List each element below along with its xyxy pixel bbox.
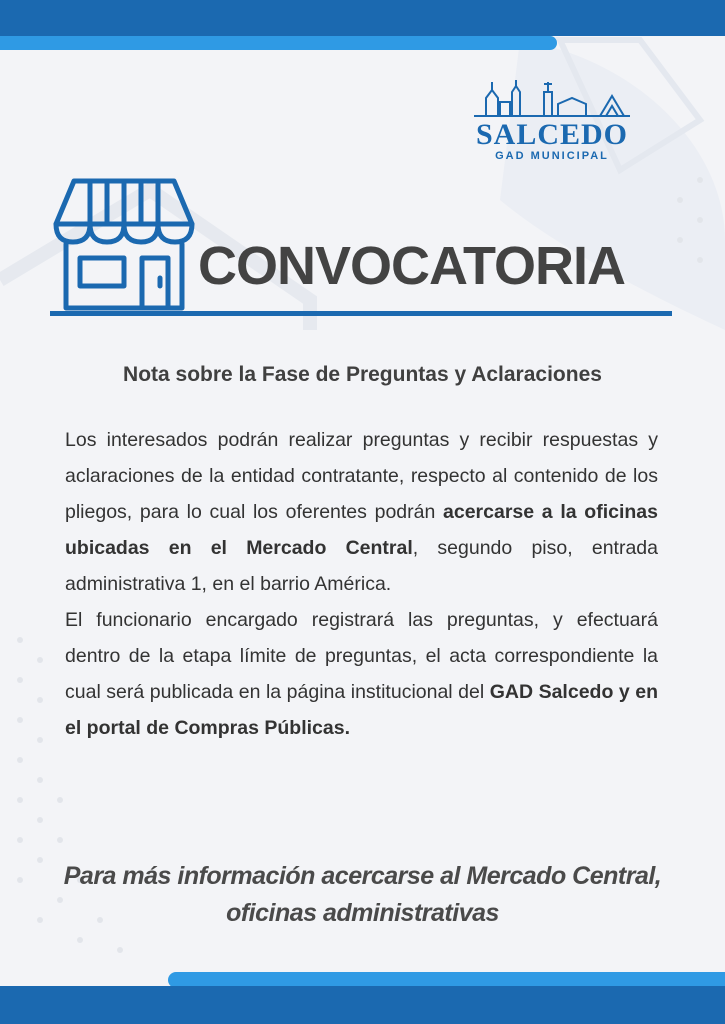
note-subtitle: Nota sobre la Fase de Preguntas y Aclaraciones <box>123 363 602 386</box>
logo-name: SALCEDO <box>475 118 629 151</box>
page-title: CONVOCATORIA <box>198 236 626 296</box>
paragraph-2 <box>65 602 658 746</box>
logo-subtitle: GAD MUNICIPAL <box>495 150 609 162</box>
salcedo-logo <box>462 78 642 174</box>
town-skyline-icon <box>472 78 632 118</box>
top-banner-bar <box>0 0 725 36</box>
paragraph-1-highlight: acercarse a la oficinas ubicadas en el Mercado Central <box>65 501 658 559</box>
paragraph-1 <box>65 422 658 602</box>
store-icon <box>52 178 196 314</box>
paragraph-2-highlight: GAD Salcedo y en el portal de Compras Públicas. <box>65 681 659 739</box>
paragraph-2-text: El funcionario encargado registrará las preguntas, y efectuará dentro de la etapa límite de preguntas, el acta correspondiente la cual será publicada en la página institucional del <box>65 609 658 703</box>
bottom-banner-bar <box>0 986 725 1024</box>
paragraph-1-text: Los interesados podrán realizar preguntas y recibir respuestas y aclaraciones de la entidad contratante, respecto al contenido de los pliegos, para lo cual los oferentes podrán <box>65 429 658 523</box>
paragraph-1-text-end: , segundo piso, entrada administrativa 1, en el barrio América. <box>65 537 658 595</box>
top-accent-bar <box>0 36 557 50</box>
title-underline <box>50 311 672 316</box>
closing-note: Para más información acercarse al Mercado Central, oficinas administrativas <box>63 862 662 927</box>
body-text <box>65 422 658 746</box>
